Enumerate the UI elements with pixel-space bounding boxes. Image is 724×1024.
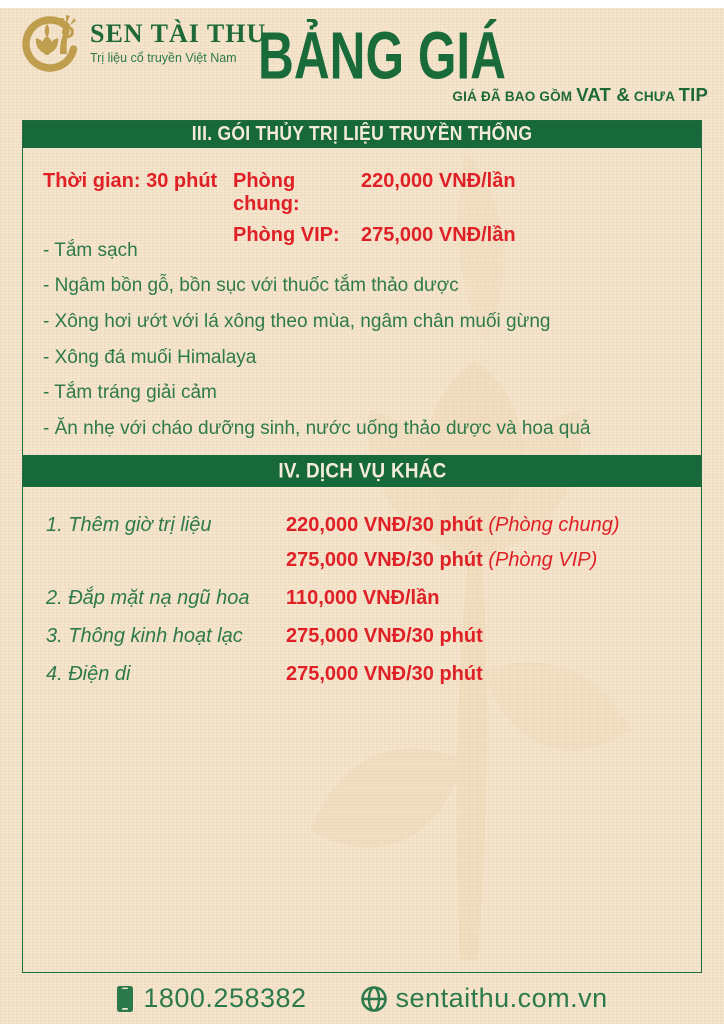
phone-contact: [116, 983, 306, 1014]
price-note: (Phòng VIP): [488, 549, 598, 571]
service-price: [286, 587, 439, 610]
room-price: 275,000 VNĐ/lần: [361, 224, 516, 246]
website-contact: [361, 983, 608, 1014]
brand-name: SEN TÀI THU: [90, 19, 267, 48]
vat-note-part1: GIÁ ĐÃ BAO GỒM: [452, 89, 573, 104]
service-price: [286, 514, 620, 537]
room-label: Phòng VIP:: [233, 224, 340, 246]
price-amount: 275,000 VNĐ/30 phút: [286, 625, 483, 647]
page-title: BẢNG GIÁ: [258, 19, 506, 94]
website-url: sentaithu.com.vn: [395, 983, 608, 1013]
price-amount: 275,000 VNĐ/30 phút: [286, 663, 483, 685]
top-margin: [0, 0, 724, 8]
list-item: - Tắm sạch: [43, 239, 138, 261]
footer: [0, 983, 724, 1014]
list-item: - Tắm tráng giải cảm: [43, 382, 217, 404]
list-item: - Xông hơi ướt với lá xông theo mùa, ngâm chân muối gừng: [43, 310, 551, 332]
room-price: 220,000 VNĐ/lần: [361, 170, 516, 192]
service-name: 4. Điện di: [46, 663, 131, 685]
service-name: 3. Thông kinh hoạt lạc: [46, 625, 243, 647]
mobile-phone-icon: [116, 985, 134, 1013]
globe-icon: [361, 986, 387, 1012]
service-price: [286, 625, 483, 648]
service-price: [286, 549, 597, 572]
duration-label: Thời gian: 30 phút: [43, 170, 218, 192]
room-label: Phòng chung:: [233, 170, 300, 215]
package-includes-list: [43, 233, 591, 447]
brand-tagline: Trị liệu cổ truyền Việt Nam: [90, 51, 237, 65]
price-amount: 275,000 VNĐ/30 phút: [286, 549, 483, 571]
vat-note-part3: CHƯA: [633, 89, 675, 104]
section3-title: III. GÓI THỦY TRỊ LIỆU TRUYỀN THỐNG: [191, 122, 533, 145]
price-note: (Phòng chung): [488, 514, 620, 536]
list-item: - Ăn nhẹ với cháo dưỡng sinh, nước uống thảo dược và hoa quả: [43, 417, 591, 439]
section3-banner: [23, 121, 701, 148]
list-item: - Ngâm bồn gỗ, bồn sục với thuốc tắm thảo dược: [43, 275, 459, 297]
vat-note-part4: TIP: [678, 84, 708, 105]
vat-note: [452, 84, 708, 106]
section4-banner: [23, 455, 701, 487]
section4-title: IV. DỊCH VỤ KHÁC: [277, 458, 447, 483]
service-name: 2. Đắp mặt nạ ngũ hoa: [46, 587, 250, 609]
service-price: [286, 663, 483, 686]
phone-number: 1800.258382: [143, 983, 307, 1013]
vat-note-part2: VAT &: [576, 84, 630, 105]
price-amount: 220,000 VNĐ/30 phút: [286, 514, 483, 536]
price-amount: 110,000 VNĐ/lần: [286, 587, 440, 609]
title-wrap: [40, 18, 724, 94]
list-item: - Xông đá muối Himalaya: [43, 346, 257, 368]
price-box: [22, 120, 702, 973]
service-name: 1. Thêm giờ trị liệu: [46, 514, 212, 536]
